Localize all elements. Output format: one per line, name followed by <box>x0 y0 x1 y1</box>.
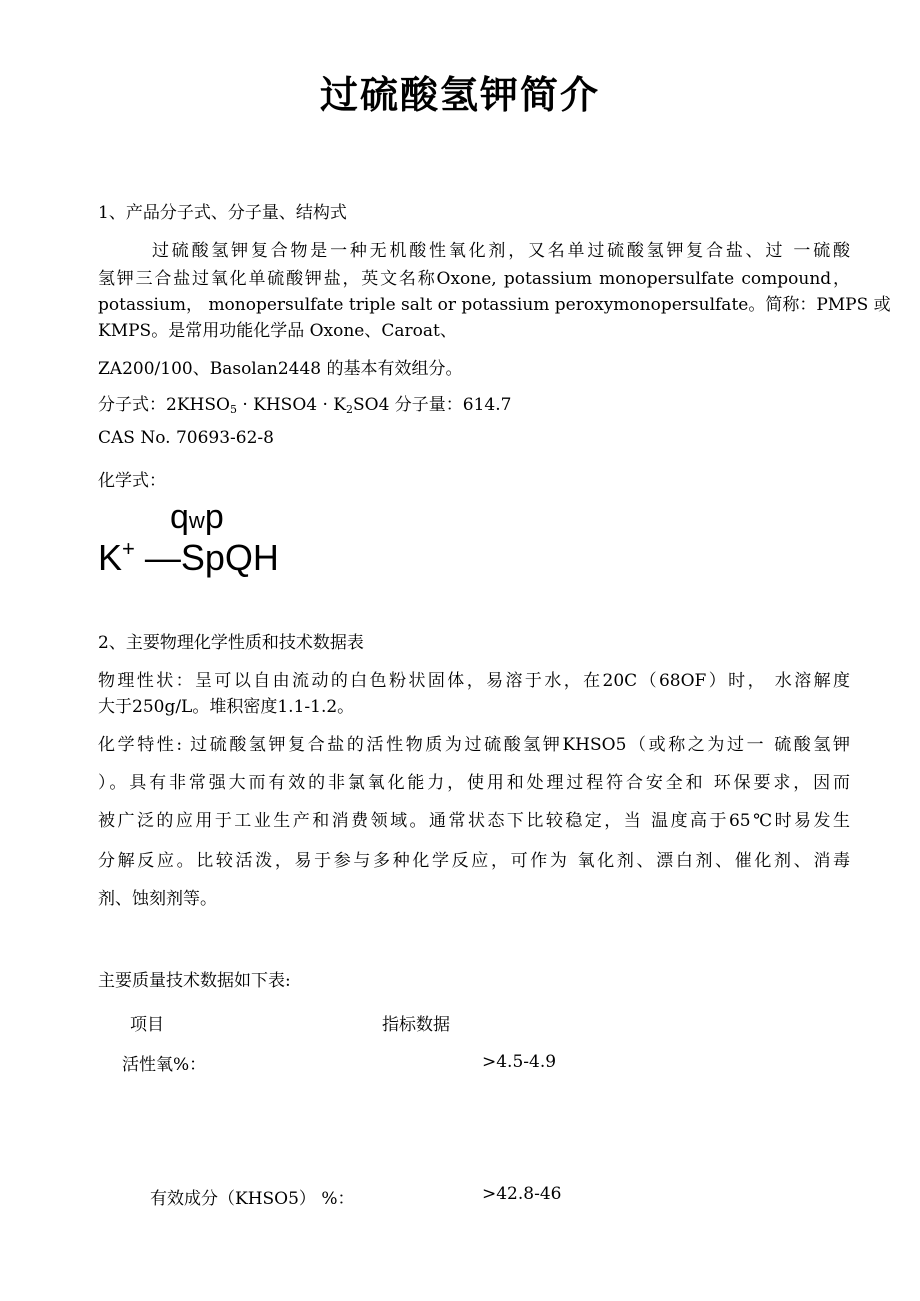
chemical-line-5: 剂、蚀刻剂等。 <box>98 889 217 909</box>
chemical-line-1: 化学特性: 过硫酸氢钾复合盐的活性物质为过硫酸氢钾KHSO5（或称之为过一 硫酸氢钾 <box>98 735 850 755</box>
table-header-value: 指标数据 <box>382 1015 450 1035</box>
table-header-item: 项目 <box>130 1015 164 1035</box>
chemical-line-3: 被广泛的应用于工业生产和消费领域。通常状态下比较稳定，当 温度高于65℃时易发生 <box>98 811 850 831</box>
physical-line-2: 大于250g/L。堆积密度1.1-1.2。 <box>98 697 355 717</box>
molecular-formula <box>98 390 850 416</box>
structure-top-a: q <box>170 498 189 536</box>
paragraph-line-4: KMPS。是常用功能化学品 Oxone、Caroat、 <box>98 321 457 341</box>
paragraph-line-2: 氢钾三合盐过氧化单硫酸钾盐，英文名称Oxone, potassium monopersulfate compound， <box>98 269 850 289</box>
section1-heading: 1、产品分子式、分子量、结构式 <box>98 203 347 223</box>
table-row-2-value: >42.8-46 <box>482 1184 562 1204</box>
formula-sub-1: 5 <box>229 403 237 416</box>
section2-heading: 2、主要物理化学性质和技术数据表 <box>98 633 364 653</box>
formula-part-1: 2KHSO <box>166 395 230 415</box>
physical-line-1: 物理性状：呈可以自由流动的白色粉状固体，易溶于水，在20C（68OF）时， 水溶解度 <box>98 671 850 691</box>
structure-k: K <box>98 537 123 578</box>
structure-k-charge: + <box>122 536 135 561</box>
paragraph-tail: ZA200/100、Basolan2448 的基本有效组分。 <box>98 359 463 379</box>
molecular-formula-label: 分子式： <box>98 395 166 415</box>
page-title: 过硫酸氢钾简介 <box>319 73 600 117</box>
cas-number: CAS No. 70693-62-8 <box>98 428 274 448</box>
table-row-2-item: 有效成分（KHSO5） %： <box>150 1189 355 1209</box>
structure-top-group <box>170 498 224 537</box>
formula-sub-2: 2 <box>346 403 353 416</box>
structure-top-b: p <box>204 498 224 536</box>
formula-part-3: SO4 分子量：614.7 <box>353 395 512 415</box>
chemical-line-2: ）。具有非常强大而有效的非氯氧化能力，使用和处理过程符合安全和 环保要求，因而 <box>98 773 850 793</box>
paragraph-line-3: potassium， monopersulfate triple salt or potassium peroxymonopersulfate。简称：PMPS 或 <box>98 295 891 315</box>
formula-part-2: · KHSO4 · K <box>236 395 346 415</box>
table-row-1-item: 活性氧%： <box>122 1055 207 1075</box>
table-intro: 主要质量技术数据如下表: <box>98 971 291 991</box>
structure-rest: —SpQH <box>134 537 279 578</box>
structure-main <box>98 536 279 579</box>
table-row-1-value: >4.5-4.9 <box>482 1052 557 1072</box>
chemical-formula-label: 化学式： <box>98 471 166 491</box>
paragraph-line-1: 过硫酸氢钾复合物是一种无机酸性氧化剂，又名单过硫酸氢钾复合盐、过 一硫酸 <box>152 241 850 261</box>
structure-top-sub: w <box>188 508 205 533</box>
chemical-line-4: 分解反应。比较活泼，易于参与多种化学反应，可作为 氧化剂、漂白剂、催化剂、消毒 <box>98 851 850 871</box>
